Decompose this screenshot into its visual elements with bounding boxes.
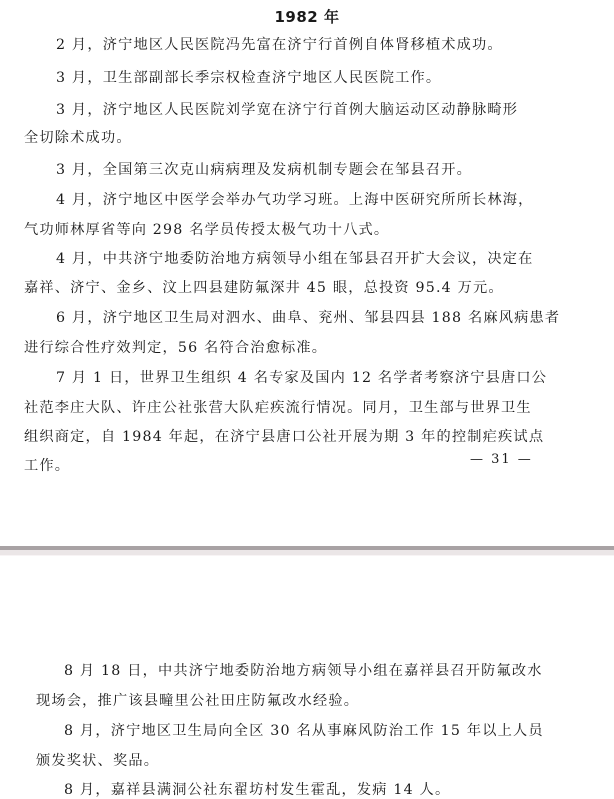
entry-line: 组织商定，自 1984 年起，在济宁县唐口公社开展为期 3 年的控制疟疾试点 bbox=[24, 429, 545, 445]
entry-line: 工作。 bbox=[24, 458, 71, 474]
entry-line: 4 月，济宁地区中医学会举办气功学习班。上海中医研究所所长林海， bbox=[56, 192, 534, 208]
entry-line: 7 月 1 日，世界卫生组织 4 名专家及国内 12 名学者考察济宁县唐口公 bbox=[56, 370, 548, 386]
page-32 bbox=[0, 556, 614, 797]
entry-line: 8 月 18 日，中共济宁地委防治地方病领导小组在嘉祥县召开防氟改水 bbox=[64, 663, 543, 679]
entry-line: 2 月，济宁地区人民医院冯先富在济宁行首例自体肾移植术成功。 bbox=[56, 37, 503, 53]
year-heading: 1982 年 bbox=[274, 8, 340, 26]
entry-line: 3 月，卫生部副部长季宗权检查济宁地区人民医院工作。 bbox=[56, 70, 442, 86]
entry-line: 嘉祥、济宁、金乡、汶上四县建防氟深井 45 眼，总投资 95.4 万元。 bbox=[24, 280, 504, 296]
entry-line: 进行综合性疗效判定，56 名符合治愈标准。 bbox=[24, 340, 328, 356]
entry-line: 3 月，全国第三次克山病病理及发病机制专题会在邹县召开。 bbox=[56, 162, 473, 178]
entry-line: 8 月，济宁地区卫生局向全区 30 名从事麻风防治工作 15 年以上人员 bbox=[64, 723, 544, 739]
entry-line: 4 月，中共济宁地委防治地方病领导小组在邹县召开扩大会议，决定在 bbox=[56, 251, 534, 267]
entry-line: 颁发奖状、奖品。 bbox=[36, 753, 160, 769]
page-number: — 31 — bbox=[470, 452, 533, 467]
entry-line: 现场会，推广该县疃里公社田庄防氟改水经验。 bbox=[36, 693, 360, 709]
entry-line: 6 月，济宁地区卫生局对泗水、曲阜、兖州、邹县四县 188 名麻风病患者 bbox=[56, 310, 561, 326]
entry-line: 8 月，嘉祥县满洞公社东翟坊村发生霍乱，发病 14 人。 bbox=[64, 782, 451, 798]
entry-line: 社范李庄大队、许庄公社张营大队疟疾流行情况。同月，卫生部与世界卫生 bbox=[24, 400, 532, 416]
entry-line: 全切除术成功。 bbox=[24, 130, 132, 146]
entry-line: 3 月，济宁地区人民医院刘学宽在济宁行首例大脑运动区动静脉畸形 bbox=[56, 102, 519, 118]
entry-line: 气功师林厚省等向 298 名学员传授太极气功十八式。 bbox=[24, 222, 390, 238]
